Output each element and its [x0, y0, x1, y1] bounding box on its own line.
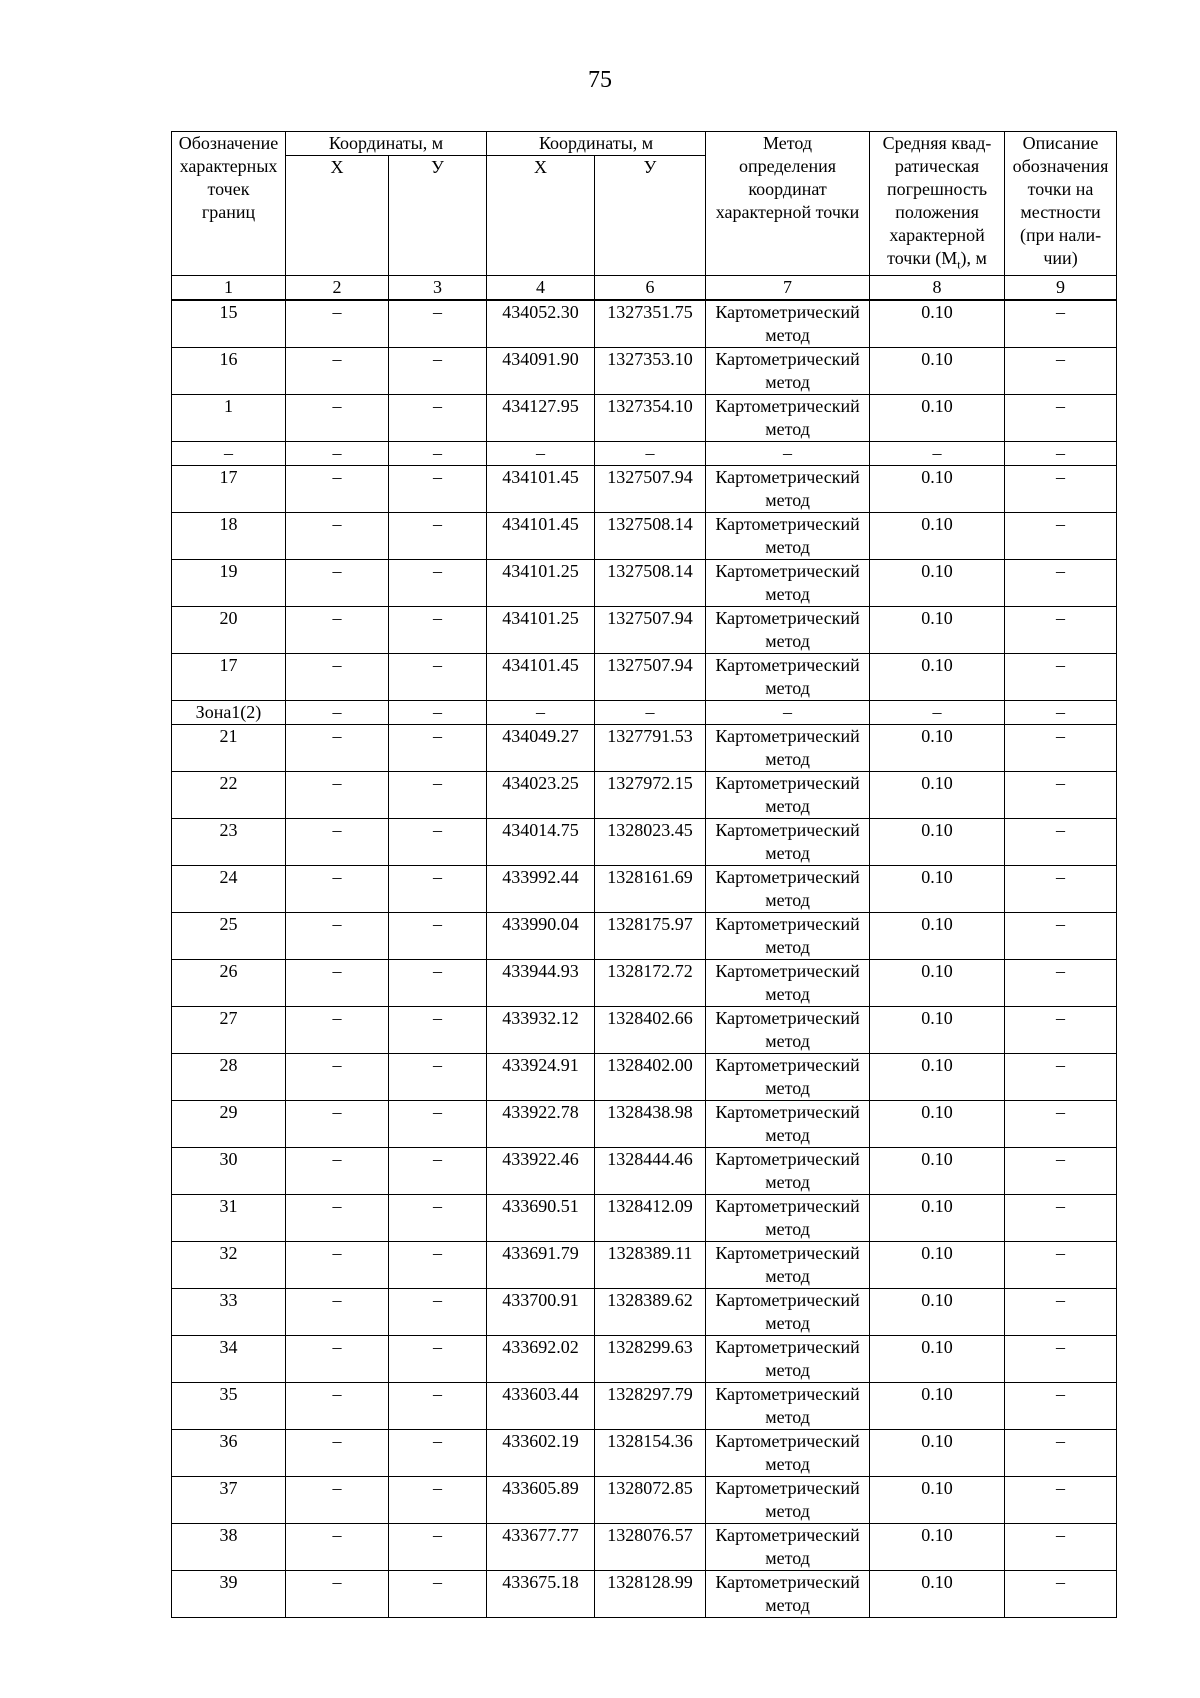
cell-x-old: –	[286, 1383, 389, 1430]
cell-point-id: 35	[172, 1383, 286, 1430]
cell-accuracy: 0.10	[870, 300, 1005, 348]
cell-point-id: –	[172, 442, 286, 466]
cell-x-old: –	[286, 772, 389, 819]
cell-accuracy: 0.10	[870, 1054, 1005, 1101]
cell-method: Картометрический метод	[706, 1571, 870, 1618]
cell-y-old: –	[389, 1101, 487, 1148]
cell-accuracy: 0.10	[870, 1430, 1005, 1477]
cell-x-new: 434101.25	[487, 607, 595, 654]
cell-y-new: 1327351.75	[595, 300, 706, 348]
cell-description: –	[1005, 1430, 1117, 1477]
cell-description: –	[1005, 466, 1117, 513]
cell-point-id: 20	[172, 607, 286, 654]
cell-accuracy: 0.10	[870, 1101, 1005, 1148]
cell-x-new: 433992.44	[487, 866, 595, 913]
cell-y-new: 1328023.45	[595, 819, 706, 866]
cell-y-new: 1328072.85	[595, 1477, 706, 1524]
cell-method: Картометрический метод	[706, 772, 870, 819]
cell-x-new: 434091.90	[487, 348, 595, 395]
cell-y-old: –	[389, 348, 487, 395]
cell-accuracy: 0.10	[870, 772, 1005, 819]
cell-x-old: –	[286, 960, 389, 1007]
cell-description: –	[1005, 654, 1117, 701]
cell-description: –	[1005, 819, 1117, 866]
cell-y-new: 1327972.15	[595, 772, 706, 819]
cell-y-old: –	[389, 1007, 487, 1054]
cell-y-old: –	[389, 1195, 487, 1242]
cell-point-id: 18	[172, 513, 286, 560]
cell-y-old: –	[389, 1336, 487, 1383]
cell-accuracy: 0.10	[870, 395, 1005, 442]
cell-x-new: 433922.46	[487, 1148, 595, 1195]
cell-point-id: 16	[172, 348, 286, 395]
cell-description: –	[1005, 1383, 1117, 1430]
table-row	[172, 1289, 1117, 1336]
cell-accuracy: 0.10	[870, 466, 1005, 513]
cell-description: –	[1005, 607, 1117, 654]
cell-accuracy: 0.10	[870, 725, 1005, 772]
cell-description: –	[1005, 1571, 1117, 1618]
cell-y-new: 1328297.79	[595, 1383, 706, 1430]
cell-point-id: 21	[172, 725, 286, 772]
cell-y-old: –	[389, 1477, 487, 1524]
cell-method: Картометрический метод	[706, 1101, 870, 1148]
table-row	[172, 560, 1117, 607]
cell-x-old: –	[286, 1430, 389, 1477]
cell-x-new: 433924.91	[487, 1054, 595, 1101]
cell-method: Картометрический метод	[706, 1524, 870, 1571]
cell-x-old: –	[286, 1524, 389, 1571]
column-number: 8	[870, 276, 1005, 301]
cell-x-new: 433990.04	[487, 913, 595, 960]
cell-x-old: –	[286, 607, 389, 654]
cell-method: Картометрический метод	[706, 1054, 870, 1101]
cell-x-new: 434052.30	[487, 300, 595, 348]
cell-accuracy: 0.10	[870, 1007, 1005, 1054]
cell-x-new: 434101.45	[487, 466, 595, 513]
cell-x-old: –	[286, 1477, 389, 1524]
cell-method: Картометрический метод	[706, 513, 870, 560]
cell-y-old: –	[389, 866, 487, 913]
table-row	[172, 466, 1117, 513]
cell-y-old: –	[389, 300, 487, 348]
cell-y-new: –	[595, 701, 706, 725]
table-row	[172, 913, 1117, 960]
cell-point-id: 22	[172, 772, 286, 819]
cell-point-id: 26	[172, 960, 286, 1007]
cell-description: –	[1005, 442, 1117, 466]
cell-point-id: 39	[172, 1571, 286, 1618]
page-number: 75	[588, 67, 612, 93]
cell-point-id: 30	[172, 1148, 286, 1195]
cell-point-id: 1	[172, 395, 286, 442]
table-row	[172, 1054, 1117, 1101]
cell-x-new: 434049.27	[487, 725, 595, 772]
cell-point-id: 17	[172, 654, 286, 701]
cell-x-old: –	[286, 1336, 389, 1383]
cell-method: Картометрический метод	[706, 1289, 870, 1336]
cell-accuracy: 0.10	[870, 654, 1005, 701]
cell-y-old: –	[389, 1289, 487, 1336]
cell-point-id: 27	[172, 1007, 286, 1054]
cell-y-old: –	[389, 1383, 487, 1430]
cell-y-new: 1328402.00	[595, 1054, 706, 1101]
table-row	[172, 725, 1117, 772]
header-designation: Обозначение характерных точек границ	[172, 132, 286, 276]
cell-accuracy: 0.10	[870, 1195, 1005, 1242]
table-row	[172, 772, 1117, 819]
cell-method: Картометрический метод	[706, 819, 870, 866]
cell-y-old: –	[389, 960, 487, 1007]
cell-accuracy: –	[870, 701, 1005, 725]
cell-description: –	[1005, 960, 1117, 1007]
table-row	[172, 866, 1117, 913]
separator-row	[172, 701, 1117, 725]
cell-y-old: –	[389, 1242, 487, 1289]
cell-accuracy: 0.10	[870, 1336, 1005, 1383]
header-x-2: X	[487, 156, 595, 276]
cell-y-new: 1328128.99	[595, 1571, 706, 1618]
cell-description: –	[1005, 1336, 1117, 1383]
cell-y-old: –	[389, 772, 487, 819]
cell-x-old: –	[286, 701, 389, 725]
cell-accuracy: 0.10	[870, 1289, 1005, 1336]
cell-x-old: –	[286, 1289, 389, 1336]
cell-y-old: –	[389, 560, 487, 607]
cell-x-old: –	[286, 725, 389, 772]
cell-accuracy: 0.10	[870, 1383, 1005, 1430]
cell-y-new: 1328402.66	[595, 1007, 706, 1054]
table-row	[172, 1148, 1117, 1195]
cell-x-new: 433603.44	[487, 1383, 595, 1430]
cell-x-old: –	[286, 560, 389, 607]
cell-x-new: 434101.45	[487, 513, 595, 560]
cell-y-new: 1328389.62	[595, 1289, 706, 1336]
cell-method: Картометрический метод	[706, 348, 870, 395]
table-row	[172, 1383, 1117, 1430]
cell-point-id: 15	[172, 300, 286, 348]
header-coords-group-1: Координаты, м	[286, 132, 487, 156]
cell-y-new: 1327791.53	[595, 725, 706, 772]
column-number: 6	[595, 276, 706, 301]
cell-point-id: 36	[172, 1430, 286, 1477]
header-method: Метод определения координат характерной точки	[706, 132, 870, 276]
table-row	[172, 960, 1117, 1007]
cell-x-old: –	[286, 1242, 389, 1289]
cell-method: –	[706, 442, 870, 466]
cell-y-old: –	[389, 466, 487, 513]
cell-accuracy: 0.10	[870, 348, 1005, 395]
cell-y-old: –	[389, 913, 487, 960]
table-row	[172, 1195, 1117, 1242]
cell-y-old: –	[389, 513, 487, 560]
table-row	[172, 1242, 1117, 1289]
cell-description: –	[1005, 1148, 1117, 1195]
cell-method: Картометрический метод	[706, 960, 870, 1007]
cell-method: Картометрический метод	[706, 1242, 870, 1289]
cell-method: Картометрический метод	[706, 1430, 870, 1477]
cell-y-new: 1327507.94	[595, 466, 706, 513]
cell-y-new: 1328438.98	[595, 1101, 706, 1148]
table-row	[172, 1336, 1117, 1383]
cell-y-old: –	[389, 607, 487, 654]
column-numbers-row	[172, 276, 1117, 301]
cell-accuracy: 0.10	[870, 1524, 1005, 1571]
column-number: 2	[286, 276, 389, 301]
cell-description: –	[1005, 1195, 1117, 1242]
cell-description: –	[1005, 300, 1117, 348]
table-row	[172, 300, 1117, 348]
cell-point-id: 31	[172, 1195, 286, 1242]
cell-method: Картометрический метод	[706, 1336, 870, 1383]
cell-accuracy: 0.10	[870, 1242, 1005, 1289]
cell-accuracy: –	[870, 442, 1005, 466]
cell-point-id: 33	[172, 1289, 286, 1336]
cell-y-old: –	[389, 819, 487, 866]
column-number: 7	[706, 276, 870, 301]
table-row	[172, 1571, 1117, 1618]
cell-method: –	[706, 701, 870, 725]
boundary-points-table	[171, 131, 1117, 1618]
cell-x-new: –	[487, 701, 595, 725]
cell-method: Картометрический метод	[706, 1148, 870, 1195]
cell-y-old: –	[389, 1430, 487, 1477]
table-row	[172, 654, 1117, 701]
cell-y-old: –	[389, 725, 487, 772]
cell-point-id: 32	[172, 1242, 286, 1289]
cell-method: Картометрический метод	[706, 725, 870, 772]
cell-method: Картометрический метод	[706, 1383, 870, 1430]
cell-x-old: –	[286, 1571, 389, 1618]
cell-y-old: –	[389, 701, 487, 725]
cell-x-old: –	[286, 1101, 389, 1148]
table-row	[172, 1477, 1117, 1524]
cell-method: Картометрический метод	[706, 1007, 870, 1054]
cell-y-new: 1328076.57	[595, 1524, 706, 1571]
cell-method: Картометрический метод	[706, 654, 870, 701]
cell-description: –	[1005, 725, 1117, 772]
cell-x-new: 433691.79	[487, 1242, 595, 1289]
cell-point-id: 25	[172, 913, 286, 960]
cell-x-old: –	[286, 1195, 389, 1242]
cell-point-id: 19	[172, 560, 286, 607]
cell-y-old: –	[389, 442, 487, 466]
cell-y-old: –	[389, 1571, 487, 1618]
cell-x-old: –	[286, 348, 389, 395]
cell-point-id: 28	[172, 1054, 286, 1101]
cell-x-new: 434101.25	[487, 560, 595, 607]
table-row	[172, 1007, 1117, 1054]
table-row	[172, 395, 1117, 442]
cell-y-new: 1328161.69	[595, 866, 706, 913]
column-number: 4	[487, 276, 595, 301]
cell-y-old: –	[389, 395, 487, 442]
cell-description: –	[1005, 348, 1117, 395]
cell-point-id: 17	[172, 466, 286, 513]
cell-y-new: 1327508.14	[595, 560, 706, 607]
separator-row	[172, 442, 1117, 466]
cell-description: –	[1005, 1007, 1117, 1054]
cell-x-old: –	[286, 1007, 389, 1054]
cell-x-new: 434127.95	[487, 395, 595, 442]
cell-x-old: –	[286, 1148, 389, 1195]
cell-description: –	[1005, 913, 1117, 960]
cell-description: –	[1005, 701, 1117, 725]
header-row-1	[172, 132, 1117, 156]
header-coords-group-2: Координаты, м	[487, 132, 706, 156]
cell-y-new: 1327507.94	[595, 607, 706, 654]
cell-x-old: –	[286, 819, 389, 866]
cell-y-new: 1328389.11	[595, 1242, 706, 1289]
cell-description: –	[1005, 1524, 1117, 1571]
table-row	[172, 1101, 1117, 1148]
cell-y-old: –	[389, 1524, 487, 1571]
cell-method: Картометрический метод	[706, 1195, 870, 1242]
cell-point-id: 23	[172, 819, 286, 866]
cell-accuracy: 0.10	[870, 960, 1005, 1007]
cell-x-new: 433677.77	[487, 1524, 595, 1571]
cell-method: Картометрический метод	[706, 913, 870, 960]
table-row	[172, 348, 1117, 395]
header-y-2: У	[595, 156, 706, 276]
cell-description: –	[1005, 560, 1117, 607]
cell-accuracy: 0.10	[870, 607, 1005, 654]
cell-x-new: 433602.19	[487, 1430, 595, 1477]
column-number: 1	[172, 276, 286, 301]
cell-x-new: 433944.93	[487, 960, 595, 1007]
cell-x-old: –	[286, 513, 389, 560]
cell-description: –	[1005, 1054, 1117, 1101]
cell-x-new: 433922.78	[487, 1101, 595, 1148]
cell-point-id: 37	[172, 1477, 286, 1524]
cell-y-new: 1327508.14	[595, 513, 706, 560]
cell-description: –	[1005, 772, 1117, 819]
cell-x-old: –	[286, 866, 389, 913]
cell-y-old: –	[389, 1054, 487, 1101]
cell-x-old: –	[286, 654, 389, 701]
cell-y-new: 1328172.72	[595, 960, 706, 1007]
cell-y-new: 1327354.10	[595, 395, 706, 442]
cell-description: –	[1005, 1242, 1117, 1289]
cell-x-new: –	[487, 442, 595, 466]
cell-description: –	[1005, 1477, 1117, 1524]
cell-description: –	[1005, 1101, 1117, 1148]
cell-x-new: 433605.89	[487, 1477, 595, 1524]
cell-x-old: –	[286, 466, 389, 513]
column-number: 9	[1005, 276, 1117, 301]
cell-y-new: 1327507.94	[595, 654, 706, 701]
table-row	[172, 819, 1117, 866]
column-number: 3	[389, 276, 487, 301]
header-accuracy: Средняя квад- ратическая погрешность положения характерной точки $(M_t)$, м	[870, 132, 1005, 276]
cell-point-id: 34	[172, 1336, 286, 1383]
cell-x-new: 433675.18	[487, 1571, 595, 1618]
header-x-1: X	[286, 156, 389, 276]
table-row	[172, 607, 1117, 654]
cell-accuracy: 0.10	[870, 819, 1005, 866]
cell-description: –	[1005, 395, 1117, 442]
cell-x-new: 434101.45	[487, 654, 595, 701]
cell-x-old: –	[286, 395, 389, 442]
cell-y-old: –	[389, 1148, 487, 1195]
cell-point-id: Зона1(2)	[172, 701, 286, 725]
cell-x-new: 433932.12	[487, 1007, 595, 1054]
cell-y-new: 1328412.09	[595, 1195, 706, 1242]
cell-method: Картометрический метод	[706, 560, 870, 607]
cell-accuracy: 0.10	[870, 1571, 1005, 1618]
cell-x-old: –	[286, 300, 389, 348]
cell-x-new: 433690.51	[487, 1195, 595, 1242]
cell-method: Картометрический метод	[706, 395, 870, 442]
cell-x-new: 434023.25	[487, 772, 595, 819]
header-description: Описание обозначения точки на местности (при нали- чии)	[1005, 132, 1117, 276]
cell-method: Картометрический метод	[706, 1477, 870, 1524]
cell-accuracy: 0.10	[870, 513, 1005, 560]
cell-accuracy: 0.10	[870, 913, 1005, 960]
cell-point-id: 38	[172, 1524, 286, 1571]
cell-x-new: 433700.91	[487, 1289, 595, 1336]
table-row	[172, 1524, 1117, 1571]
cell-y-new: 1328175.97	[595, 913, 706, 960]
cell-x-new: 433692.02	[487, 1336, 595, 1383]
cell-description: –	[1005, 513, 1117, 560]
cell-method: Картометрический метод	[706, 607, 870, 654]
cell-y-new: 1328444.46	[595, 1148, 706, 1195]
cell-point-id: 29	[172, 1101, 286, 1148]
cell-accuracy: 0.10	[870, 1477, 1005, 1524]
cell-point-id: 24	[172, 866, 286, 913]
cell-method: Картометрический метод	[706, 866, 870, 913]
header-y-1: У	[389, 156, 487, 276]
table-row	[172, 513, 1117, 560]
cell-method: Картометрический метод	[706, 300, 870, 348]
cell-description: –	[1005, 866, 1117, 913]
cell-description: –	[1005, 1289, 1117, 1336]
cell-x-old: –	[286, 442, 389, 466]
cell-accuracy: 0.10	[870, 1148, 1005, 1195]
cell-y-new: 1327353.10	[595, 348, 706, 395]
cell-x-old: –	[286, 913, 389, 960]
table-row	[172, 1430, 1117, 1477]
cell-x-old: –	[286, 1054, 389, 1101]
cell-y-new: –	[595, 442, 706, 466]
cell-y-new: 1328154.36	[595, 1430, 706, 1477]
cell-method: Картометрический метод	[706, 466, 870, 513]
cell-y-new: 1328299.63	[595, 1336, 706, 1383]
cell-accuracy: 0.10	[870, 560, 1005, 607]
cell-accuracy: 0.10	[870, 866, 1005, 913]
cell-y-old: –	[389, 654, 487, 701]
cell-x-new: 434014.75	[487, 819, 595, 866]
